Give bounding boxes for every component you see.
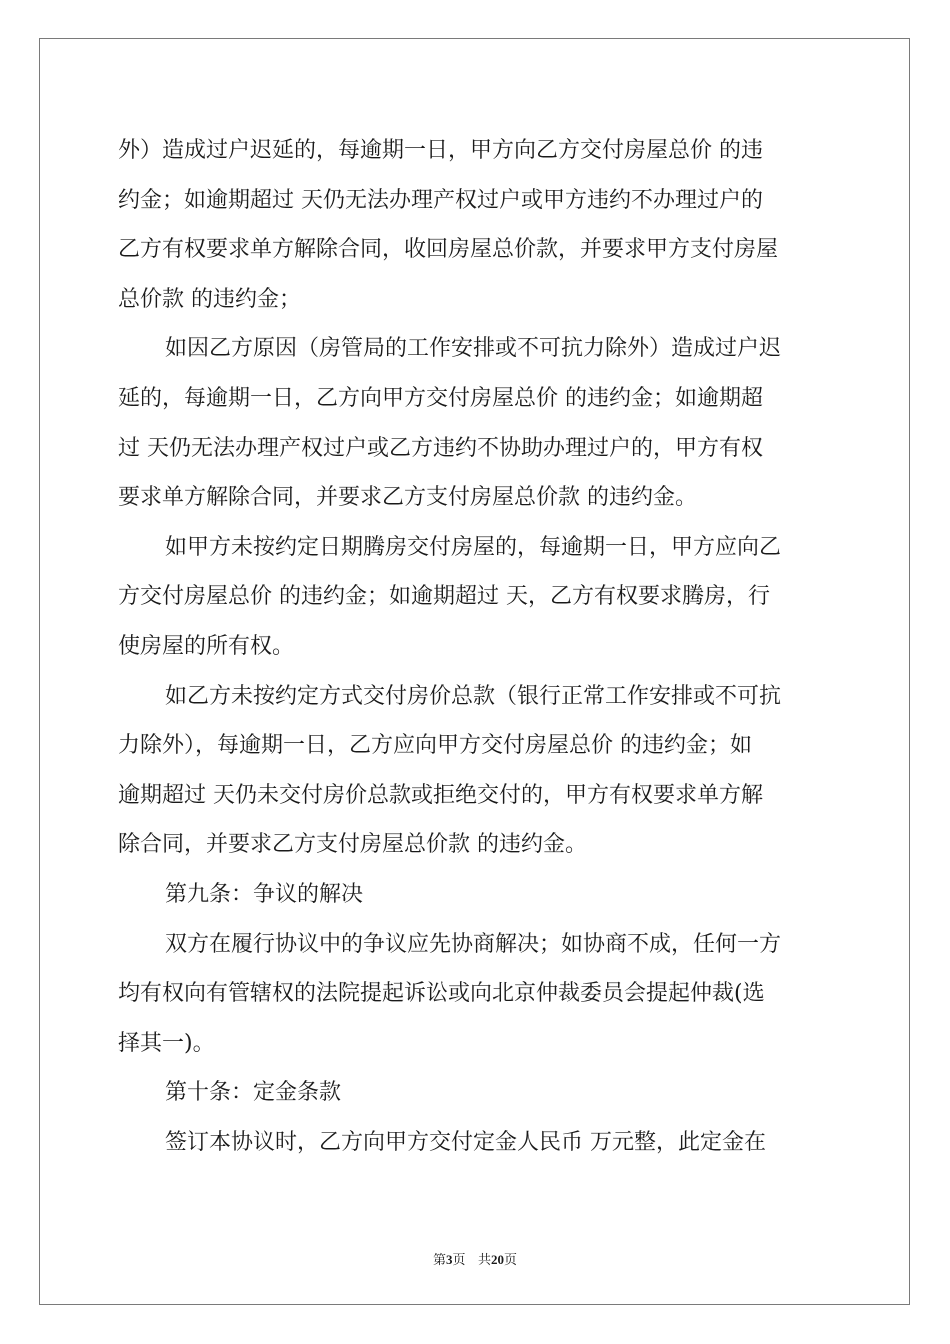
page-footer	[0, 1249, 950, 1268]
footer-mid: 页 共	[452, 1253, 491, 1268]
text-line: 总价款 的违约金；	[118, 286, 301, 312]
text-line: 外）造成过户迟延的，每逾期一日，甲方向乙方交付房屋总价 的违	[118, 138, 763, 163]
footer-page-current: 3	[446, 1252, 453, 1267]
text-line: 均有权向有管辖权的法院提起诉讼或向北京仲裁委员会提起仲裁(选	[118, 981, 765, 1007]
text-line: 双方在履行协议中的争议应先协商解决；如协商不成，任何一方	[165, 931, 782, 957]
text-line: 过 天仍无法办理产权过户或乙方违约不协助办理过户的，甲方有权	[118, 435, 763, 461]
text-line: 约金；如逾期超过 天仍无法办理产权过户或甲方违约不办理过户的	[118, 187, 763, 213]
text-line: 逾期超过 天仍未交付房价总款或拒绝交付的，甲方有权要求单方解	[118, 782, 763, 808]
text-line: 延的，每逾期一日，乙方向甲方交付房屋总价 的违约金；如逾期超	[118, 385, 763, 411]
text-line: 如乙方未按约定方式交付房价总款（银行正常工作安排或不可抗	[165, 683, 782, 709]
text-line: 使房屋的所有权。	[118, 633, 295, 659]
document-body	[118, 126, 838, 1167]
footer-suffix: 页	[503, 1253, 517, 1268]
text-line: 力除外），每逾期一日，乙方应向甲方交付房屋总价 的违约金；如	[118, 733, 752, 759]
text-line: 要求单方解除合同，并要求乙方支付房屋总价款 的违约金。	[118, 485, 697, 511]
text-line: 如甲方未按约定日期腾房交付房屋的，每逾期一日，甲方应向乙	[165, 534, 782, 560]
footer-prefix: 第	[433, 1253, 447, 1268]
text-line: 第九条：争议的解决	[165, 881, 364, 907]
text-line: 第十条：定金条款	[165, 1080, 342, 1106]
text-line: 择其一)。	[118, 1030, 215, 1056]
text-line: 如因乙方原因（房管局的工作安排或不可抗力除外）造成过户迟	[165, 336, 782, 362]
footer-page-total: 20	[490, 1252, 504, 1267]
text-line: 签订本协议时，乙方向甲方交付定金人民币 万元整，此定金在	[165, 1129, 766, 1155]
text-line: 方交付房屋总价 的违约金；如逾期超过 天，乙方有权要求腾房，行	[118, 584, 770, 610]
text-line: 乙方有权要求单方解除合同，收回房屋总价款，并要求甲方支付房屋	[118, 237, 779, 263]
text-line: 除合同，并要求乙方支付房屋总价款 的违约金。	[118, 832, 587, 858]
